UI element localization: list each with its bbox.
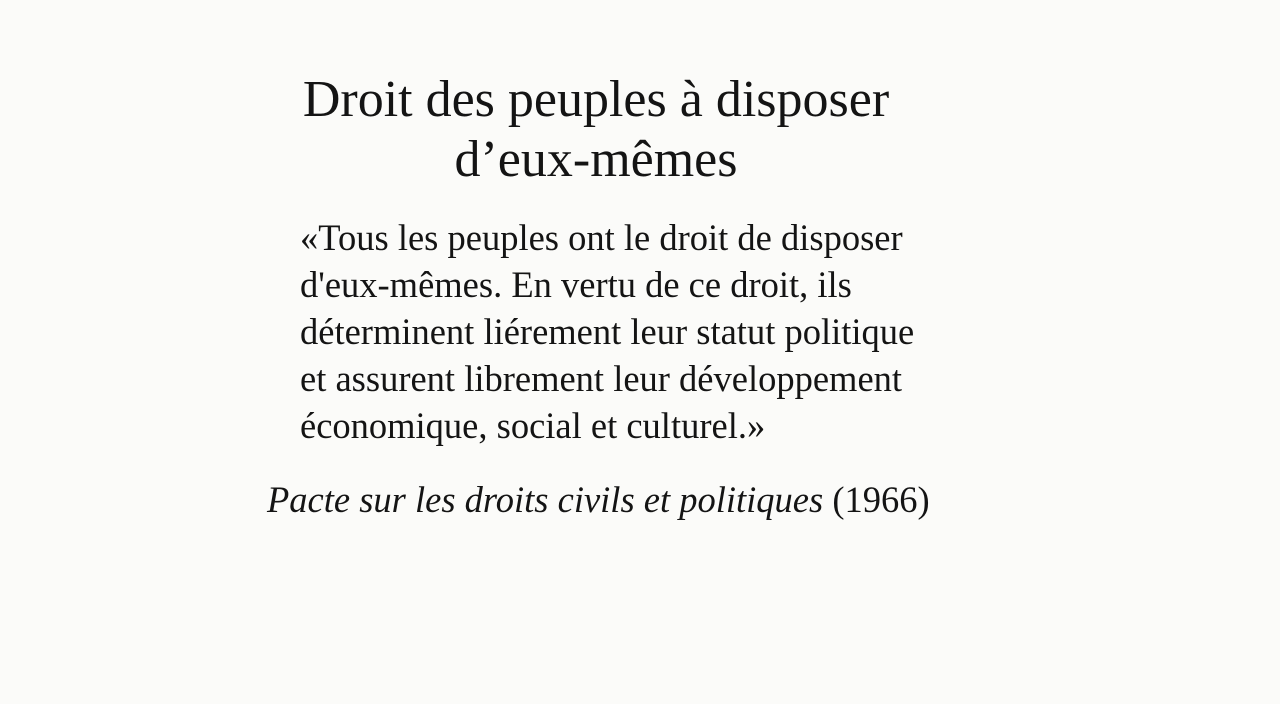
page-title	[0, 70, 1192, 190]
title-line-1: Droit des peuples à disposer	[302, 71, 890, 128]
quote-line: et assurent librement leur développement	[300, 358, 903, 399]
quote-line: déterminent liérement leur statut politique	[300, 311, 915, 352]
quote-line: «Tous les peuples ont le droit de disposer	[300, 217, 903, 258]
quote-line: d'eux-mêmes. En vertu de ce droit, ils	[300, 264, 852, 305]
source-work-title: Pacte sur les droits civils et politiques	[267, 479, 824, 520]
source-year: (1966)	[832, 479, 930, 520]
quote-block	[300, 214, 1020, 449]
title-line-2: d’eux-mêmes	[454, 131, 738, 188]
quote-source	[267, 478, 1027, 522]
quote-line: économique, social et culturel.»	[300, 405, 766, 446]
